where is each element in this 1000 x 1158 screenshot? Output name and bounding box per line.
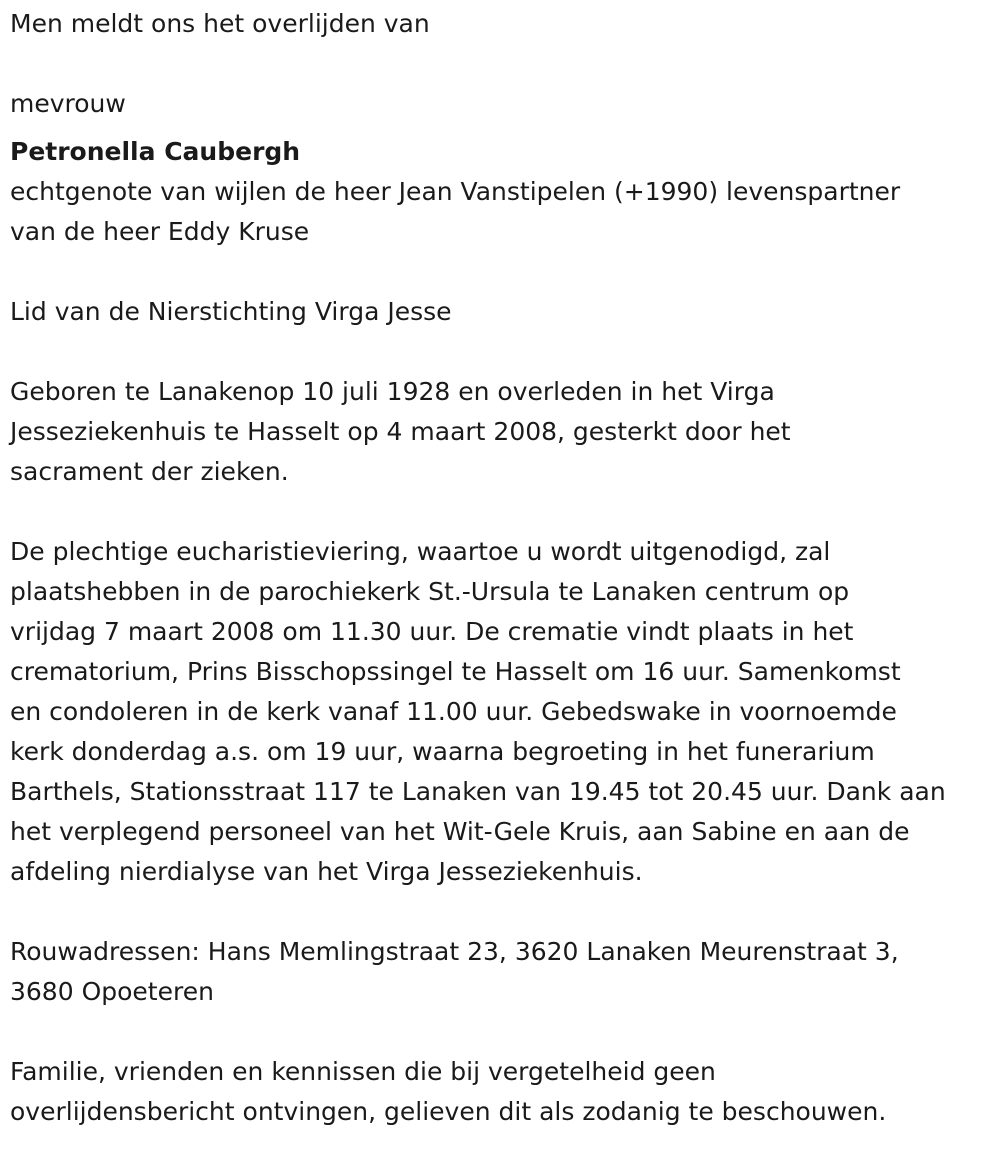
addresses-paragraph [10, 932, 988, 1012]
spacer [10, 492, 988, 532]
membership-line: Lid van de Nierstichting Virga Jesse [10, 297, 452, 326]
relation-line: echtgenote van wijlen de heer Jean Vanstipelen (+1990) levenspartner [10, 177, 901, 206]
deceased-name: Petronella Caubergh [10, 137, 301, 166]
birth-death-line: sacrament der zieken. [10, 457, 289, 486]
ceremony-paragraph [10, 532, 988, 892]
spacer [10, 44, 988, 84]
spacer [10, 892, 988, 932]
ceremony-line: vrijdag 7 maart 2008 om 11.30 uur. De crematie vindt plaats in het [10, 617, 854, 646]
address-line: 3680 Opoeteren [10, 977, 214, 1006]
salutation: mevrouw [10, 89, 126, 118]
ceremony-line: crematorium, Prins Bisschopssingel te Hasselt om 16 uur. Samenkomst [10, 657, 901, 686]
ceremony-line: De plechtige eucharistieviering, waartoe u wordt uitgenodigd, zal [10, 537, 831, 566]
birth-death-line: Geboren te Lanakenop 10 juli 1928 en overleden in het Virga [10, 377, 775, 406]
closing-paragraph [10, 1052, 988, 1132]
closing-line: overlijdensbericht ontvingen, gelieven dit als zodanig te beschouwen. [10, 1097, 887, 1126]
ceremony-line: plaatshebben in de parochiekerk St.-Ursula te Lanaken centrum op [10, 577, 850, 606]
ceremony-line: Barthels, Stationsstraat 117 te Lanaken van 19.45 tot 20.45 uur. Dank aan [10, 777, 946, 806]
address-line: Rouwadressen: Hans Memlingstraat 23, 3620 Lanaken Meurenstraat 3, [10, 937, 899, 966]
birth-death-line: Jesseziekenhuis te Hasselt op 4 maart 2008, gesterkt door het [10, 417, 791, 446]
relation-paragraph [10, 172, 988, 252]
ceremony-line: afdeling nierdialyse van het Virga Jesseziekenhuis. [10, 857, 643, 886]
intro-line: Men meldt ons het overlijden van [10, 9, 430, 38]
ceremony-line: kerk donderdag a.s. om 19 uur, waarna begroeting in het funerarium [10, 737, 875, 766]
spacer [10, 1012, 988, 1052]
spacer [10, 252, 988, 292]
birth-death-paragraph [10, 372, 988, 492]
ceremony-line: en condoleren in de kerk vanaf 11.00 uur. Gebedswake in voornoemde [10, 697, 897, 726]
closing-line: Familie, vrienden en kennissen die bij vergetelheid geen [10, 1057, 716, 1086]
spacer [10, 332, 988, 372]
relation-line: van de heer Eddy Kruse [10, 217, 310, 246]
ceremony-line: het verplegend personeel van het Wit-Gele Kruis, aan Sabine en aan de [10, 817, 910, 846]
